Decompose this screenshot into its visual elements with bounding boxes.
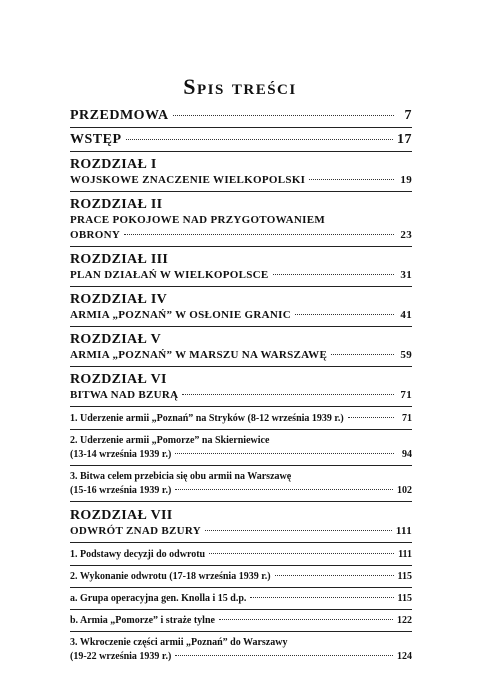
toc-chapter-2 [70, 197, 412, 243]
separator-line [70, 191, 412, 192]
toc-subentry [70, 614, 412, 628]
separator-line [70, 246, 412, 247]
dot-leader [209, 553, 394, 554]
chapter-title: PLAN DZIAŁAŃ W WIELKOPOLSCE [70, 269, 269, 281]
subentry-title: a. Grupa operacyjna gen. Knolla i 15 d.p. [70, 593, 247, 604]
subentry-title: 3. Wkroczenie części armii „Poznań” do Warszawy [70, 637, 288, 648]
separator-line [70, 631, 412, 632]
separator-line [70, 406, 412, 407]
toc-entry-page: 17 [397, 132, 412, 147]
separator-line [70, 609, 412, 610]
subentry-title: 1. Uderzenie armii „Poznań” na Stryków (8-12 września 1939 r.) [70, 413, 344, 424]
toc-chapter-6 [70, 372, 412, 403]
subentry-title: 2. Uderzenie armii „Pomorze” na Skierniewice [70, 435, 270, 446]
toc-subentry [70, 636, 412, 664]
subentry-page: 94 [402, 449, 412, 460]
subentry-page: 115 [397, 571, 412, 582]
subentry-page: 71 [402, 413, 412, 424]
chapter-title-line [70, 348, 412, 363]
separator-line [70, 127, 412, 128]
toc-subentry [70, 434, 412, 462]
separator-line [70, 542, 412, 543]
separator-line [70, 326, 412, 327]
toc-entry-przedmowa [70, 108, 412, 124]
chapter-title: BITWA NAD BZURĄ [70, 389, 179, 401]
chapter-page: 59 [400, 349, 412, 361]
chapter-heading: ROZDZIAŁ I [70, 157, 157, 172]
separator-line [70, 465, 412, 466]
dot-leader [348, 417, 394, 418]
chapter-title-line [70, 524, 412, 539]
chapter-title-line [70, 228, 412, 243]
subentry-page: 115 [397, 593, 412, 604]
dot-leader [250, 597, 393, 598]
chapter-title-line [70, 308, 412, 323]
subentry-title: (13-14 września 1939 r.) [70, 449, 172, 460]
separator-line [70, 286, 412, 287]
page-title: Spis treści [183, 74, 297, 99]
chapter-title: ODWRÓT ZNAD BZURY [70, 525, 202, 537]
chapter-title: WOJSKOWE ZNACZENIE WIELKOPOLSKI [70, 174, 306, 186]
chapter-title: PRACE POKOJOWE NAD PRZYGOTOWANIEM [70, 214, 326, 226]
toc-entry-label: PRZEDMOWA [70, 108, 169, 123]
chapter-page: 71 [400, 389, 412, 401]
subentry-page: 124 [397, 651, 412, 662]
chapter-title: ARMIA „POZNAŃ” W MARSZU NA WARSZAWĘ [70, 349, 328, 361]
chapter-title: OBRONY [70, 229, 121, 241]
separator-line [70, 501, 412, 502]
dot-leader [295, 314, 394, 315]
subentry-title: (15-16 września 1939 r.) [70, 485, 172, 496]
chapter-heading: ROZDZIAŁ IV [70, 292, 168, 307]
dot-leader [275, 575, 394, 576]
chapter-page: 111 [395, 525, 412, 537]
chapter-title: ARMIA „POZNAŃ” W OSŁONIE GRANIC [70, 309, 291, 321]
toc-subentry [70, 592, 412, 606]
chapter-title-line [70, 268, 412, 283]
toc-subentry [70, 548, 412, 562]
toc-chapter-1 [70, 157, 412, 188]
separator-line [70, 366, 412, 367]
toc-subentry [70, 570, 412, 584]
toc-chapter-4 [70, 292, 412, 323]
separator-line [70, 587, 412, 588]
subentry-title: 1. Podstawy decyzji do odwrotu [70, 549, 206, 560]
subentry-title: 3. Bitwa celem przebicia się obu armii na Warszawę [70, 471, 292, 482]
chapter-title-line [70, 388, 412, 403]
chapter-page: 19 [400, 174, 412, 186]
subentry-title: (19-22 września 1939 r.) [70, 651, 172, 662]
dot-leader [175, 453, 394, 454]
chapter-title-line [70, 173, 412, 188]
dot-leader [182, 394, 394, 395]
dot-leader [331, 354, 394, 355]
toc-entry-wstep [70, 132, 412, 148]
toc-subentry [70, 412, 412, 426]
separator-line [70, 151, 412, 152]
subentry-page: 102 [397, 485, 412, 496]
chapter-page: 31 [400, 269, 412, 281]
chapter-heading: ROZDZIAŁ VI [70, 372, 167, 387]
toc-chapter-7 [70, 508, 412, 539]
dot-leader [126, 139, 393, 140]
dot-leader [173, 115, 394, 116]
toc-entry-page: 7 [404, 108, 412, 123]
chapter-heading: ROZDZIAŁ III [70, 252, 169, 267]
dot-leader [175, 489, 393, 490]
dot-leader [273, 274, 394, 275]
chapter-heading: ROZDZIAŁ V [70, 332, 162, 347]
toc-entry-label: WSTĘP [70, 132, 122, 147]
dot-leader [175, 655, 393, 656]
chapter-page: 23 [400, 229, 412, 241]
dot-leader [205, 530, 392, 531]
toc-chapter-5 [70, 332, 412, 363]
chapter-heading: ROZDZIAŁ VII [70, 508, 173, 523]
dot-leader [309, 179, 394, 180]
table-of-contents [70, 108, 412, 664]
separator-line [70, 429, 412, 430]
toc-chapter-3 [70, 252, 412, 283]
separator-line [70, 565, 412, 566]
subentry-title: b. Armia „Pomorze” i straże tylne [70, 615, 215, 626]
subentry-page: 111 [398, 549, 412, 560]
dot-leader [124, 234, 394, 235]
toc-subentry [70, 470, 412, 498]
subentry-page: 122 [397, 615, 412, 626]
subentry-title: 2. Wykonanie odwrotu (17-18 września 1939 r.) [70, 571, 271, 582]
dot-leader [219, 619, 393, 620]
chapter-page: 41 [400, 309, 412, 321]
chapter-heading: ROZDZIAŁ II [70, 197, 163, 212]
